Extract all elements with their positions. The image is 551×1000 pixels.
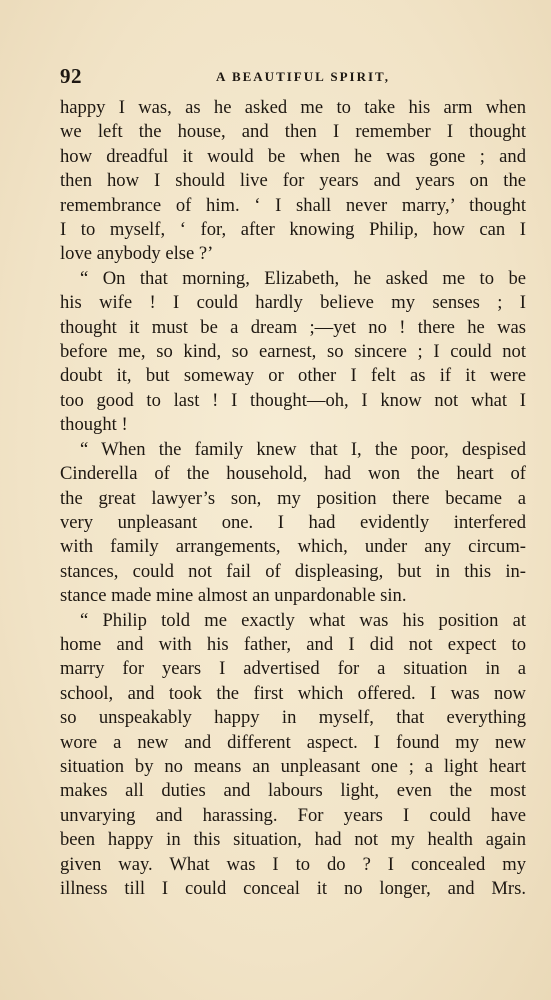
page-number: 92 [60, 64, 82, 88]
text-line: marry for years I advertised for a situation in a [60, 658, 526, 680]
text-line: situation by no means an unpleasant one ; a light heart [60, 755, 526, 777]
text-line: very unpleasant one. I had evidently interfered [60, 511, 526, 533]
text-line: makes all duties and labours light, even the most [60, 780, 526, 802]
text-line: his wife ! I could hardly believe my senses ; I [60, 292, 526, 314]
text-line: how dreadful it would be when he was gone ; and [60, 145, 526, 167]
text-line: I to myself, ‘ for, after knowing Philip, how can I [60, 219, 526, 241]
text-line: too good to last ! I thought—oh, I know not what I [60, 389, 526, 411]
text-line: doubt it, but someway or other I felt as if it were [60, 365, 526, 387]
text-line: given way. What was I to do ? I concealed my [60, 853, 526, 875]
text-line: been happy in this situation, had not my health again [60, 829, 526, 851]
text-line: home and with his father, and I did not expect to [60, 633, 526, 655]
text-line: “ Philip told me exactly what was his position at [80, 609, 526, 631]
text-line: remembrance of him. ‘ I shall never marry,’ thought [60, 194, 526, 216]
page-header [60, 64, 526, 90]
text-line: stance made mine almost an unpardonable sin. [60, 585, 407, 607]
text-line: thought ! [60, 414, 128, 436]
text-line: with family arrangements, which, under any circum- [60, 536, 526, 558]
text-line: unvarying and harassing. For years I could have [60, 804, 526, 826]
body-text [60, 96, 526, 901]
text-line: thought it must be a dream ;—yet no ! there he was [60, 316, 526, 338]
text-line: wore a new and different aspect. I found my new [60, 731, 526, 753]
text-line: the great lawyer’s son, my position there became a [60, 487, 526, 509]
text-line: before me, so kind, so earnest, so sincere ; I could not [60, 341, 526, 363]
text-line: illness till I could conceal it no longer, and Mrs. [60, 878, 526, 899]
text-line: happy I was, as he asked me to take his arm when [60, 97, 526, 118]
text-line: we left the house, and then I remember I thought [60, 121, 526, 143]
text-line: then how I should live for years and years on the [60, 170, 526, 192]
running-head: A BEAUTIFUL SPIRIT, [216, 69, 390, 84]
text-line: love anybody else ?’ [60, 243, 214, 265]
text-line: school, and took the first which offered. I was now [60, 682, 526, 704]
text-line: stances, could not fail of displeasing, but in this in- [60, 560, 526, 582]
text-line: so unspeakably happy in myself, that everything [60, 707, 526, 729]
text-line: “ On that morning, Elizabeth, he asked me to be [80, 267, 526, 289]
text-line: “ When the family knew that I, the poor, despised [80, 438, 526, 460]
text-line: Cinderella of the household, had won the heart of [60, 463, 526, 485]
